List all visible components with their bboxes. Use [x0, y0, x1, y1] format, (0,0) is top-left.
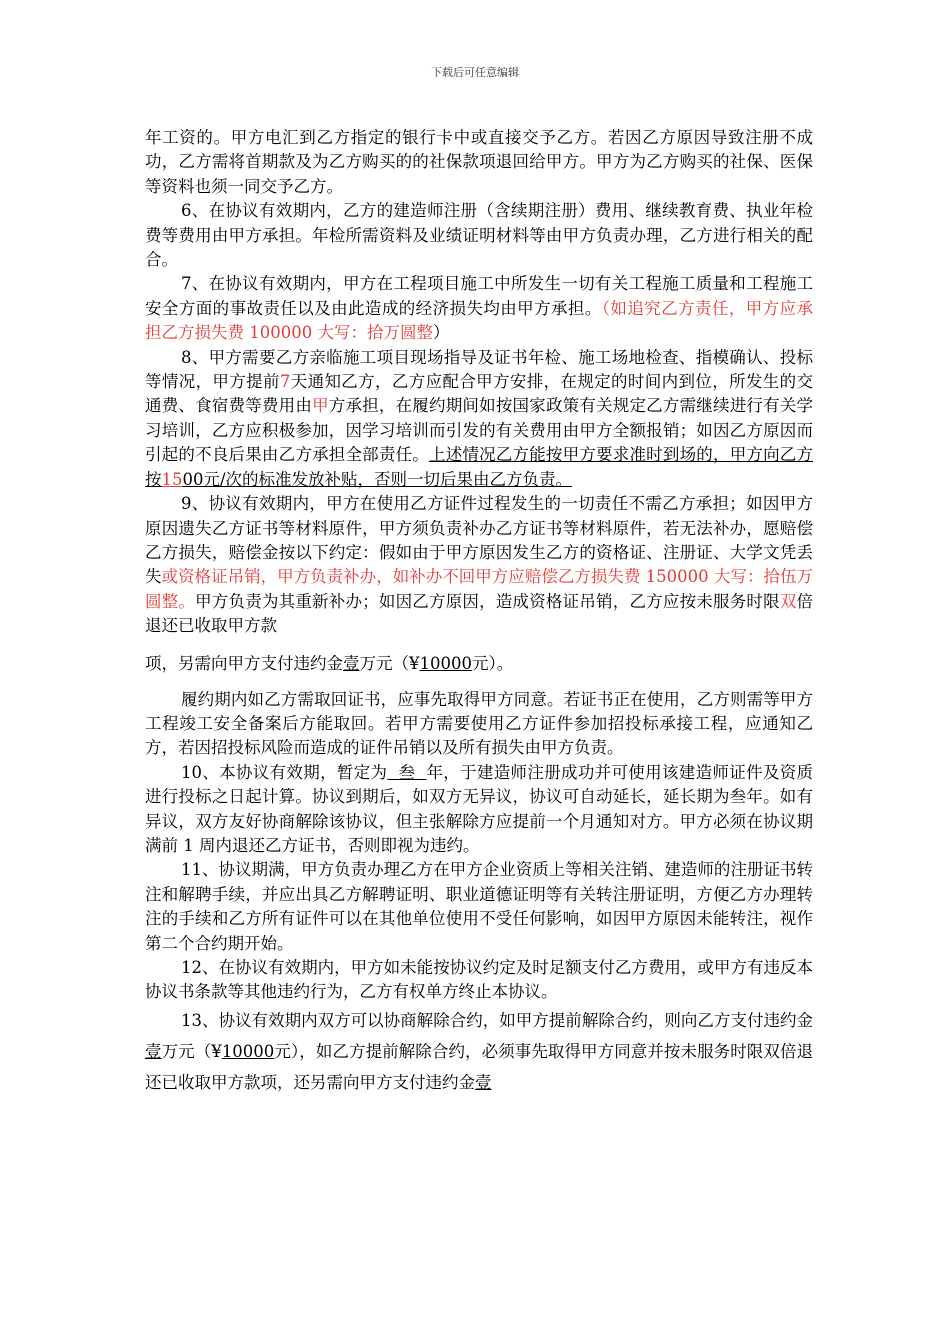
clause-8-text-a: 8、甲方需要乙方亲临施工项目现场指导及证书年检、施工场地检查、指模确认、投标等情况，甲方提前 [145, 347, 813, 392]
paragraph-certificate-retrieval: 履约期内如乙方需取回证书，应事先取得甲方同意。若证书正在使用，乙方则需等甲方工程竣工安全备案后方能取回。若甲方需要使用乙方证件参加招投标承接工程，应通知乙方，若因招投标风险而造成的证件吊销以及所有损失由甲方负责。 [145, 689, 813, 758]
clause-7-end: ） [432, 323, 450, 343]
clause-10-text-a: 10、本协议有效期，暂定为 [181, 762, 388, 782]
paragraph-clause-6: 6、在协议有效期内，乙方的建造师注册（含续期注册）费用、继续教育费、执业年检费等费用由甲方承担。年检所需资料及业绩证明材料等由甲方负责办理，乙方进行相关的配合。 [145, 201, 813, 270]
page-header: 下载后可任意编辑 [431, 66, 519, 79]
penalty-amount-number: 10000 [419, 653, 472, 673]
paragraph-clause-10 [145, 761, 813, 859]
clause-13-text-a: 13、协议有效期内双方可以协商解除合约，如甲方提前解除合约，则向乙方支付违约金 [181, 1010, 813, 1030]
clause-13-text-b: 万元（¥ [161, 1041, 222, 1061]
clause-13-amount-number: 10000 [221, 1041, 275, 1061]
clause-10-text-b: 年，于建造师注册成功并可使用该建造师证件及资质进行投标之日起计算。协议到期后，如双方无异议，协议可自动延长，延长期为叁年。如有异议，双方友好协商解除该协议，但主张解除方应提前一个月通知对方。甲方必须在协议期满前 1 周内退还乙方证书，否则即视为违约。 [145, 762, 814, 855]
paragraph-clause-13 [145, 1005, 813, 1098]
clause-8-red-party: 甲 [312, 396, 329, 416]
paragraph-clause-11: 11、协议期满，甲方负责办理乙方在甲方企业资质上等相关注销、建造师的注册证书转注和解聘手续，并应出具乙方解聘证明、职业道德证明等有关转注册证明，方便乙方办理转注的手续和乙方所有证件可以在其他单位使用不受任何影响，如因甲方原因未能转注，视作第二个合约期开始。 [145, 860, 813, 953]
clause-8-underlined-red: 15 [161, 469, 183, 489]
clause-13-amount-chinese: 壹 [145, 1041, 162, 1061]
clause-8-text-b: 天通知乙方，乙方应配合甲方安排，在规定的时间内到位，所发生的交通费、食宿费等费用由 [145, 372, 814, 416]
clause-9-text-b: 甲方负责为其重新补办；如因乙方原因，造成资格证吊销，乙方应按未服务时限 [195, 591, 780, 611]
document-body [145, 126, 813, 1098]
clause-9-text-c: 倍退还已收取甲方款 [145, 591, 814, 636]
clause-8-underlined-a: 上述情况乙方能按甲方要求准时到场的，甲方向乙方按 [145, 445, 814, 489]
penalty-amount-chinese: 壹 [343, 653, 360, 673]
clause-9-text-a: 9、协议有效期内，甲方在使用乙方证件过程发生的一切责任不需乙方承担；如因甲方原因遗失乙方证书等材料原件，甲方须负责补办乙方证书等材料原件，若无法补办，愿赔偿乙方损失，赔偿金按以下约定：假如由于甲方原因发生乙方的资格证、注册证、大学文凭丢失 [145, 494, 813, 587]
clause-8-red-days: 7 [279, 372, 291, 392]
paragraph-clause-12: 12、在协议有效期内，甲方如未能按协议约定及时足额支付乙方费用，或甲方有违反本协议书条款等其他违约行为，乙方有权单方终止本协议。 [145, 958, 813, 1002]
paragraph-1: 年工资的。甲方电汇到乙方指定的银行卡中或直接交予乙方。若因乙方原因导致注册不成功，乙方需将首期款及为乙方购买的的社保款项退回给甲方。甲方为乙方购买的社保、医保等资料也须一同交予乙方。 [145, 128, 813, 196]
clause-13-amount-chinese-2: 壹 [475, 1072, 492, 1092]
paragraph-clause-9 [145, 492, 813, 638]
paragraph-penalty [145, 648, 813, 679]
penalty-text-a: 项，另需向甲方支付违约金 [145, 653, 343, 673]
clause-7-text: 7、在协议有效期内，甲方在工程项目施工中所发生一切有关工程施工质量和工程施工安全方面的事故责任以及由此造成的经济损失均由甲方承担。 [145, 274, 813, 318]
penalty-text-b: 万元（¥ [359, 653, 420, 673]
paragraph-clause-7 [145, 272, 813, 345]
clause-9-red-double: 双 [779, 591, 797, 611]
clause-10-term-years: 叁 [387, 762, 427, 782]
clause-8-text-c: 方承担，在履约期间如按国家政策有关规定乙方需继续进行有关学习培训，乙方应积极参加，因学习培训而引发的有关费用由甲方全额报销；如因乙方原因而引起的不良后果由乙方承担全部责任。 [145, 396, 814, 465]
clause-9-red-text: 或资格证吊销，甲方负责补办，如补办不回甲方应赔偿乙方损失费 150000 大写：拾伍万圆整。 [145, 567, 813, 611]
clause-8-underlined-b: 00元/次的标准发放补贴，否则一切后果由乙方负责。 [182, 469, 573, 489]
clause-13-text-c: 元），如乙方提前解除合约，必须事先取得甲方同意并按未服务时限双倍退还已收取甲方款项，还另需向甲方支付违约金 [145, 1041, 814, 1092]
clause-7-red-text: （如追究乙方责任，甲方应承担乙方损失费 100000 大写：拾万圆整 [145, 298, 814, 343]
paragraph-clause-8 [145, 346, 813, 492]
penalty-text-c: 元）。 [472, 653, 514, 673]
